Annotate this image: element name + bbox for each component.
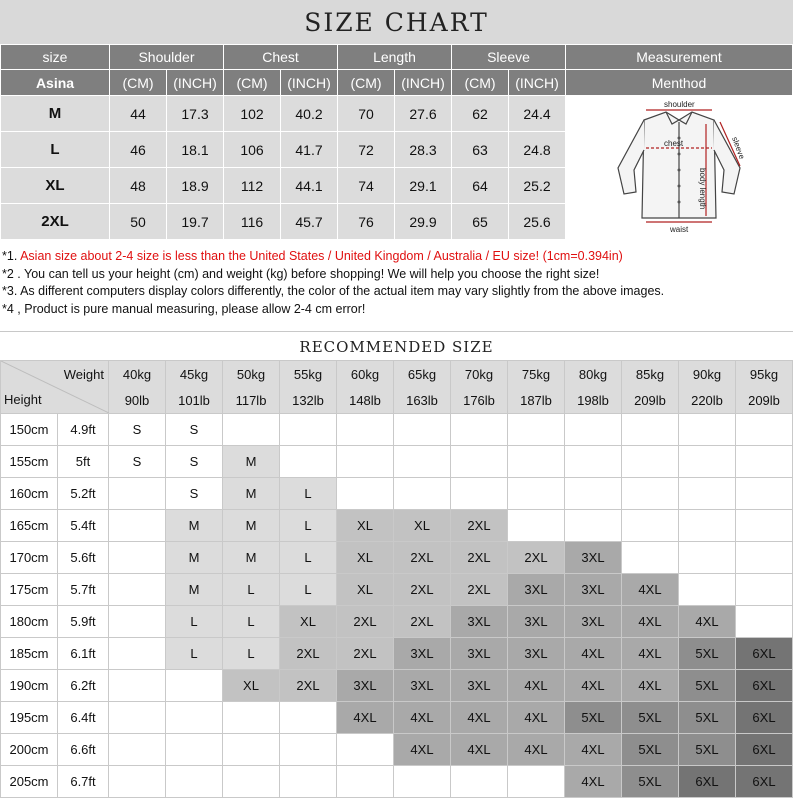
note-1	[2, 248, 792, 266]
recommended-size-cell: L	[280, 574, 337, 606]
recommended-size-cell: XL	[280, 606, 337, 638]
height-ft-label: 5ft	[58, 446, 109, 478]
measure-value: 29.9	[395, 204, 452, 240]
unit-label: (CM)	[224, 70, 281, 96]
height-cm-label: 155cm	[1, 446, 58, 478]
measure-value: 25.6	[509, 204, 566, 240]
weight-kg-header: 90kg	[679, 361, 736, 388]
recommended-size-cell: 4XL	[622, 606, 679, 638]
size-row-m	[1, 96, 793, 132]
recommended-size-cell: 4XL	[451, 702, 508, 734]
recommended-title-bar	[0, 331, 793, 361]
measure-value: 25.2	[509, 168, 566, 204]
height-cm-label: 150cm	[1, 414, 58, 446]
shirt-measurement-diagram	[604, 98, 754, 238]
recommended-size-cell	[337, 766, 394, 798]
recommended-size-cell: 6XL	[736, 734, 793, 766]
measure-value: 44	[110, 96, 167, 132]
measure-value: 44.1	[281, 168, 338, 204]
header-shoulder: Shoulder	[110, 45, 224, 70]
recommended-size-cell	[622, 478, 679, 510]
recommended-size-cell: 4XL	[508, 702, 565, 734]
height-ft-label: 5.9ft	[58, 606, 109, 638]
recommended-size-cell: L	[223, 638, 280, 670]
diagram-label-waist: waist	[670, 224, 689, 234]
recommended-size-cell: 2XL	[451, 542, 508, 574]
recommended-size-cell: XL	[337, 542, 394, 574]
measure-value: 70	[338, 96, 395, 132]
recommended-size-cell	[394, 446, 451, 478]
recommended-size-cell	[508, 446, 565, 478]
recommended-size-cell	[109, 670, 166, 702]
height-ft-label: 5.6ft	[58, 542, 109, 574]
recommended-size-cell	[565, 446, 622, 478]
recommended-size-cell: 2XL	[394, 542, 451, 574]
recommended-size-cell: 2XL	[280, 638, 337, 670]
height-ft-label: 6.2ft	[58, 670, 109, 702]
recommended-size-cell: M	[223, 446, 280, 478]
size-label: 2XL	[1, 204, 110, 240]
height-row	[1, 702, 793, 734]
recommended-size-cell: 2XL	[451, 574, 508, 606]
recommended-size-cell: 3XL	[451, 638, 508, 670]
height-row	[1, 414, 793, 446]
subheader-asina: Asina	[1, 70, 110, 96]
height-cm-label: 205cm	[1, 766, 58, 798]
height-row	[1, 638, 793, 670]
recommended-size-cell	[223, 734, 280, 766]
recommended-size-cell: S	[166, 414, 223, 446]
measure-value: 46	[110, 132, 167, 168]
recommended-size-cell	[736, 606, 793, 638]
weight-kg-header: 40kg	[109, 361, 166, 388]
height-cm-label: 195cm	[1, 702, 58, 734]
recommended-size-cell: 3XL	[508, 606, 565, 638]
measure-value: 24.4	[509, 96, 566, 132]
recommended-size-cell	[622, 446, 679, 478]
weight-lb-header: 132lb	[280, 387, 337, 414]
recommended-size-cell	[223, 414, 280, 446]
recommended-size-cell: S	[166, 478, 223, 510]
measure-value: 62	[452, 96, 509, 132]
measure-value: 18.9	[167, 168, 224, 204]
recommended-size-cell: 4XL	[565, 638, 622, 670]
header-measurement: Measurement	[566, 45, 793, 70]
recommended-size-cell	[679, 510, 736, 542]
recommended-size-cell: L	[223, 574, 280, 606]
diagram-label-shoulder: shoulder	[664, 99, 695, 109]
recommended-size-cell	[337, 414, 394, 446]
recommended-size-cell	[679, 446, 736, 478]
recommended-size-cell: 5XL	[679, 638, 736, 670]
weight-kg-row	[1, 361, 793, 388]
subheader-menthod: Menthod	[566, 70, 793, 96]
recommended-size-cell	[166, 734, 223, 766]
weight-lb-header: 187lb	[508, 387, 565, 414]
recommended-size-cell: 6XL	[736, 702, 793, 734]
recommended-size-cell	[109, 542, 166, 574]
note-2: *2 . You can tell us your height (cm) and weight (kg) before shopping! We will help you choose the right size!	[2, 266, 600, 281]
weight-lb-header: 176lb	[451, 387, 508, 414]
recommended-size-cell: 4XL	[508, 734, 565, 766]
height-row	[1, 606, 793, 638]
height-ft-label: 4.9ft	[58, 414, 109, 446]
recommended-size-cell	[679, 414, 736, 446]
note-1-text: Asian size about 2-4 size is less than the United States / United Kingdom / Australia / EU size! (1cm=0.394in)	[20, 249, 623, 263]
recommended-size-cell	[622, 510, 679, 542]
height-cm-label: 175cm	[1, 574, 58, 606]
recommended-size-cell	[109, 702, 166, 734]
recommended-size-cell	[223, 766, 280, 798]
height-cm-label: 170cm	[1, 542, 58, 574]
recommended-size-cell: 6XL	[736, 670, 793, 702]
measure-value: 28.3	[395, 132, 452, 168]
recommended-size-cell	[736, 510, 793, 542]
height-ft-label: 5.4ft	[58, 510, 109, 542]
weight-kg-header: 85kg	[622, 361, 679, 388]
page-title: SIZE CHART	[304, 7, 489, 37]
recommended-size-cell: 6XL	[736, 766, 793, 798]
height-row	[1, 542, 793, 574]
recommended-size-cell: 3XL	[451, 670, 508, 702]
weight-kg-header: 95kg	[736, 361, 793, 388]
note-1-prefix: *1.	[2, 249, 21, 263]
recommended-size-cell	[622, 414, 679, 446]
recommended-size-cell: 5XL	[565, 702, 622, 734]
recommended-size-cell: S	[109, 414, 166, 446]
recommended-size-cell: L	[280, 510, 337, 542]
recommended-size-cell: 2XL	[280, 670, 337, 702]
recommended-size-cell: 3XL	[565, 542, 622, 574]
weight-lb-header: 90lb	[109, 387, 166, 414]
measure-value: 29.1	[395, 168, 452, 204]
recommended-size-cell: 5XL	[679, 670, 736, 702]
recommended-size-cell	[451, 446, 508, 478]
recommended-size-cell: 3XL	[394, 638, 451, 670]
recommended-size-cell	[565, 510, 622, 542]
header-size: size	[1, 45, 110, 70]
recommended-size-cell	[109, 478, 166, 510]
measure-value: 50	[110, 204, 167, 240]
recommended-size-cell	[508, 510, 565, 542]
height-ft-label: 6.1ft	[58, 638, 109, 670]
recommended-size-cell: 3XL	[508, 574, 565, 606]
weight-kg-header: 65kg	[394, 361, 451, 388]
subheader-row	[1, 70, 793, 96]
recommended-size-cell: 3XL	[565, 574, 622, 606]
header-sleeve: Sleeve	[452, 45, 566, 70]
recommended-size-cell: XL	[337, 510, 394, 542]
measure-value: 19.7	[167, 204, 224, 240]
unit-label: (INCH)	[509, 70, 566, 96]
measure-value: 48	[110, 168, 167, 204]
size-label: L	[1, 132, 110, 168]
unit-label: (CM)	[110, 70, 167, 96]
recommended-size-cell: 3XL	[565, 606, 622, 638]
recommended-size-cell: L	[223, 606, 280, 638]
recommended-size-cell: 2XL	[394, 574, 451, 606]
recommended-size-cell: M	[166, 574, 223, 606]
recommended-size-cell	[565, 478, 622, 510]
size-label: M	[1, 96, 110, 132]
recommended-size-cell: M	[166, 542, 223, 574]
recommended-size-cell: S	[166, 446, 223, 478]
diagram-label-body-length: body length	[698, 167, 707, 209]
recommended-size-cell	[109, 734, 166, 766]
recommended-title: RECOMMENDED SIZE	[299, 337, 494, 356]
recommended-size-table	[0, 360, 793, 798]
weight-lb-header: 209lb	[622, 387, 679, 414]
recommended-size-cell: 6XL	[679, 766, 736, 798]
recommended-size-cell: M	[223, 542, 280, 574]
weight-kg-header: 45kg	[166, 361, 223, 388]
recommended-size-cell	[736, 542, 793, 574]
recommended-size-cell: 2XL	[337, 638, 394, 670]
recommended-size-cell	[337, 734, 394, 766]
recommended-size-cell: 4XL	[451, 734, 508, 766]
recommended-size-cell	[337, 478, 394, 510]
recommended-size-cell	[451, 766, 508, 798]
measure-value: 64	[452, 168, 509, 204]
weight-kg-header: 55kg	[280, 361, 337, 388]
note-4: *4 , Product is pure manual measuring, please allow 2-4 cm error!	[2, 301, 366, 316]
recommended-size-cell: 4XL	[337, 702, 394, 734]
recommended-size-cell: 2XL	[508, 542, 565, 574]
weight-lb-header: 117lb	[223, 387, 280, 414]
height-ft-label: 6.6ft	[58, 734, 109, 766]
height-row	[1, 734, 793, 766]
weight-lb-header: 209lb	[736, 387, 793, 414]
height-row	[1, 670, 793, 702]
recommended-size-cell: 4XL	[394, 734, 451, 766]
recommended-size-cell	[508, 766, 565, 798]
title-bar	[0, 0, 793, 45]
height-cm-label: 165cm	[1, 510, 58, 542]
measure-value: 106	[224, 132, 281, 168]
recommended-size-cell	[280, 766, 337, 798]
recommended-size-cell: XL	[223, 670, 280, 702]
recommended-size-cell: 4XL	[622, 670, 679, 702]
size-chart-table	[0, 44, 793, 240]
diagram-label-chest: chest	[664, 138, 684, 148]
measure-value: 76	[338, 204, 395, 240]
recommended-size-cell: 5XL	[622, 702, 679, 734]
recommended-size-cell	[736, 446, 793, 478]
recommended-size-cell	[622, 542, 679, 574]
recommended-size-cell	[451, 414, 508, 446]
recommended-size-cell: 2XL	[451, 510, 508, 542]
recommended-size-cell	[679, 478, 736, 510]
header-chest: Chest	[224, 45, 338, 70]
size-label: XL	[1, 168, 110, 204]
recommended-size-cell: 6XL	[736, 638, 793, 670]
recommended-size-cell	[109, 510, 166, 542]
measure-value: 63	[452, 132, 509, 168]
recommended-size-cell	[394, 414, 451, 446]
recommended-size-cell	[280, 446, 337, 478]
height-cm-label: 190cm	[1, 670, 58, 702]
weight-lb-header: 148lb	[337, 387, 394, 414]
recommended-size-cell: 3XL	[337, 670, 394, 702]
recommended-size-cell: 4XL	[565, 734, 622, 766]
recommended-size-cell: 4XL	[508, 670, 565, 702]
weight-height-corner	[1, 361, 109, 414]
height-row	[1, 766, 793, 798]
weight-label: Weight	[63, 367, 104, 382]
weight-kg-header: 70kg	[451, 361, 508, 388]
recommended-size-cell	[280, 702, 337, 734]
height-ft-label: 6.4ft	[58, 702, 109, 734]
recommended-size-cell	[166, 702, 223, 734]
recommended-size-cell: 4XL	[565, 670, 622, 702]
height-cm-label: 200cm	[1, 734, 58, 766]
recommended-size-cell: M	[223, 478, 280, 510]
recommended-size-cell: L	[166, 606, 223, 638]
recommended-size-cell: M	[223, 510, 280, 542]
recommended-size-cell: 4XL	[679, 606, 736, 638]
recommended-size-cell	[508, 478, 565, 510]
measure-value: 24.8	[509, 132, 566, 168]
recommended-size-cell	[223, 702, 280, 734]
measure-value: 72	[338, 132, 395, 168]
height-ft-label: 5.7ft	[58, 574, 109, 606]
recommended-size-cell	[736, 574, 793, 606]
recommended-size-cell	[394, 478, 451, 510]
recommended-size-cell: L	[166, 638, 223, 670]
measure-value: 40.2	[281, 96, 338, 132]
measure-value: 116	[224, 204, 281, 240]
recommended-size-cell	[109, 574, 166, 606]
unit-label: (INCH)	[167, 70, 224, 96]
recommended-size-cell	[736, 414, 793, 446]
recommended-size-cell: 2XL	[337, 606, 394, 638]
weight-lb-row	[1, 387, 793, 414]
recommended-size-cell: M	[166, 510, 223, 542]
measure-value: 18.1	[167, 132, 224, 168]
recommended-size-cell: XL	[394, 510, 451, 542]
height-row	[1, 478, 793, 510]
recommended-size-cell	[109, 606, 166, 638]
recommended-size-cell: 3XL	[451, 606, 508, 638]
height-row	[1, 510, 793, 542]
recommended-size-cell: 4XL	[394, 702, 451, 734]
measure-value: 74	[338, 168, 395, 204]
height-cm-label: 180cm	[1, 606, 58, 638]
recommended-size-cell	[736, 478, 793, 510]
height-cm-label: 185cm	[1, 638, 58, 670]
recommended-size-cell: 4XL	[622, 574, 679, 606]
header-row	[1, 45, 793, 70]
measure-value: 102	[224, 96, 281, 132]
recommended-size-cell: S	[109, 446, 166, 478]
recommended-size-cell	[280, 734, 337, 766]
note-3: *3. As different computers display colors differently, the color of the actual item may vary slightly from the above images.	[2, 284, 665, 298]
recommended-size-cell	[166, 766, 223, 798]
header-length: Length	[338, 45, 452, 70]
recommended-size-cell: 3XL	[394, 670, 451, 702]
measure-value: 41.7	[281, 132, 338, 168]
recommended-size-cell: 2XL	[394, 606, 451, 638]
height-ft-label: 5.2ft	[58, 478, 109, 510]
weight-kg-header: 75kg	[508, 361, 565, 388]
unit-label: (INCH)	[395, 70, 452, 96]
weight-kg-header: 80kg	[565, 361, 622, 388]
recommended-size-cell: 5XL	[622, 766, 679, 798]
recommended-size-cell: 3XL	[508, 638, 565, 670]
recommended-size-cell	[166, 670, 223, 702]
recommended-size-cell	[679, 574, 736, 606]
recommended-size-cell: 4XL	[622, 638, 679, 670]
recommended-size-cell	[280, 414, 337, 446]
recommended-size-cell: 5XL	[679, 734, 736, 766]
weight-lb-header: 220lb	[679, 387, 736, 414]
recommended-size-cell	[565, 414, 622, 446]
recommended-size-cell	[109, 766, 166, 798]
measurement-diagram-cell	[566, 96, 793, 240]
height-ft-label: 6.7ft	[58, 766, 109, 798]
recommended-size-cell: L	[280, 478, 337, 510]
weight-kg-header: 60kg	[337, 361, 394, 388]
measure-value: 17.3	[167, 96, 224, 132]
weight-lb-header: 163lb	[394, 387, 451, 414]
unit-label: (CM)	[338, 70, 395, 96]
measure-value: 45.7	[281, 204, 338, 240]
recommended-size-cell	[508, 414, 565, 446]
recommended-size-cell: L	[280, 542, 337, 574]
measure-value: 65	[452, 204, 509, 240]
weight-lb-header: 101lb	[166, 387, 223, 414]
weight-lb-header: 198lb	[565, 387, 622, 414]
recommended-size-cell	[394, 766, 451, 798]
recommended-size-cell: 4XL	[565, 766, 622, 798]
height-row	[1, 574, 793, 606]
height-row	[1, 446, 793, 478]
recommended-size-cell: 5XL	[622, 734, 679, 766]
height-cm-label: 160cm	[1, 478, 58, 510]
recommended-size-cell: XL	[337, 574, 394, 606]
recommended-size-cell	[337, 446, 394, 478]
recommended-size-cell	[451, 478, 508, 510]
weight-kg-header: 50kg	[223, 361, 280, 388]
unit-label: (CM)	[452, 70, 509, 96]
unit-label: (INCH)	[281, 70, 338, 96]
recommended-size-cell	[679, 542, 736, 574]
height-label: Height	[4, 392, 42, 407]
recommended-size-cell: 5XL	[679, 702, 736, 734]
recommended-size-cell	[109, 638, 166, 670]
measure-value: 112	[224, 168, 281, 204]
diagram-label-sleeve: sleeve	[730, 135, 747, 160]
notes-block	[2, 248, 792, 318]
measure-value: 27.6	[395, 96, 452, 132]
